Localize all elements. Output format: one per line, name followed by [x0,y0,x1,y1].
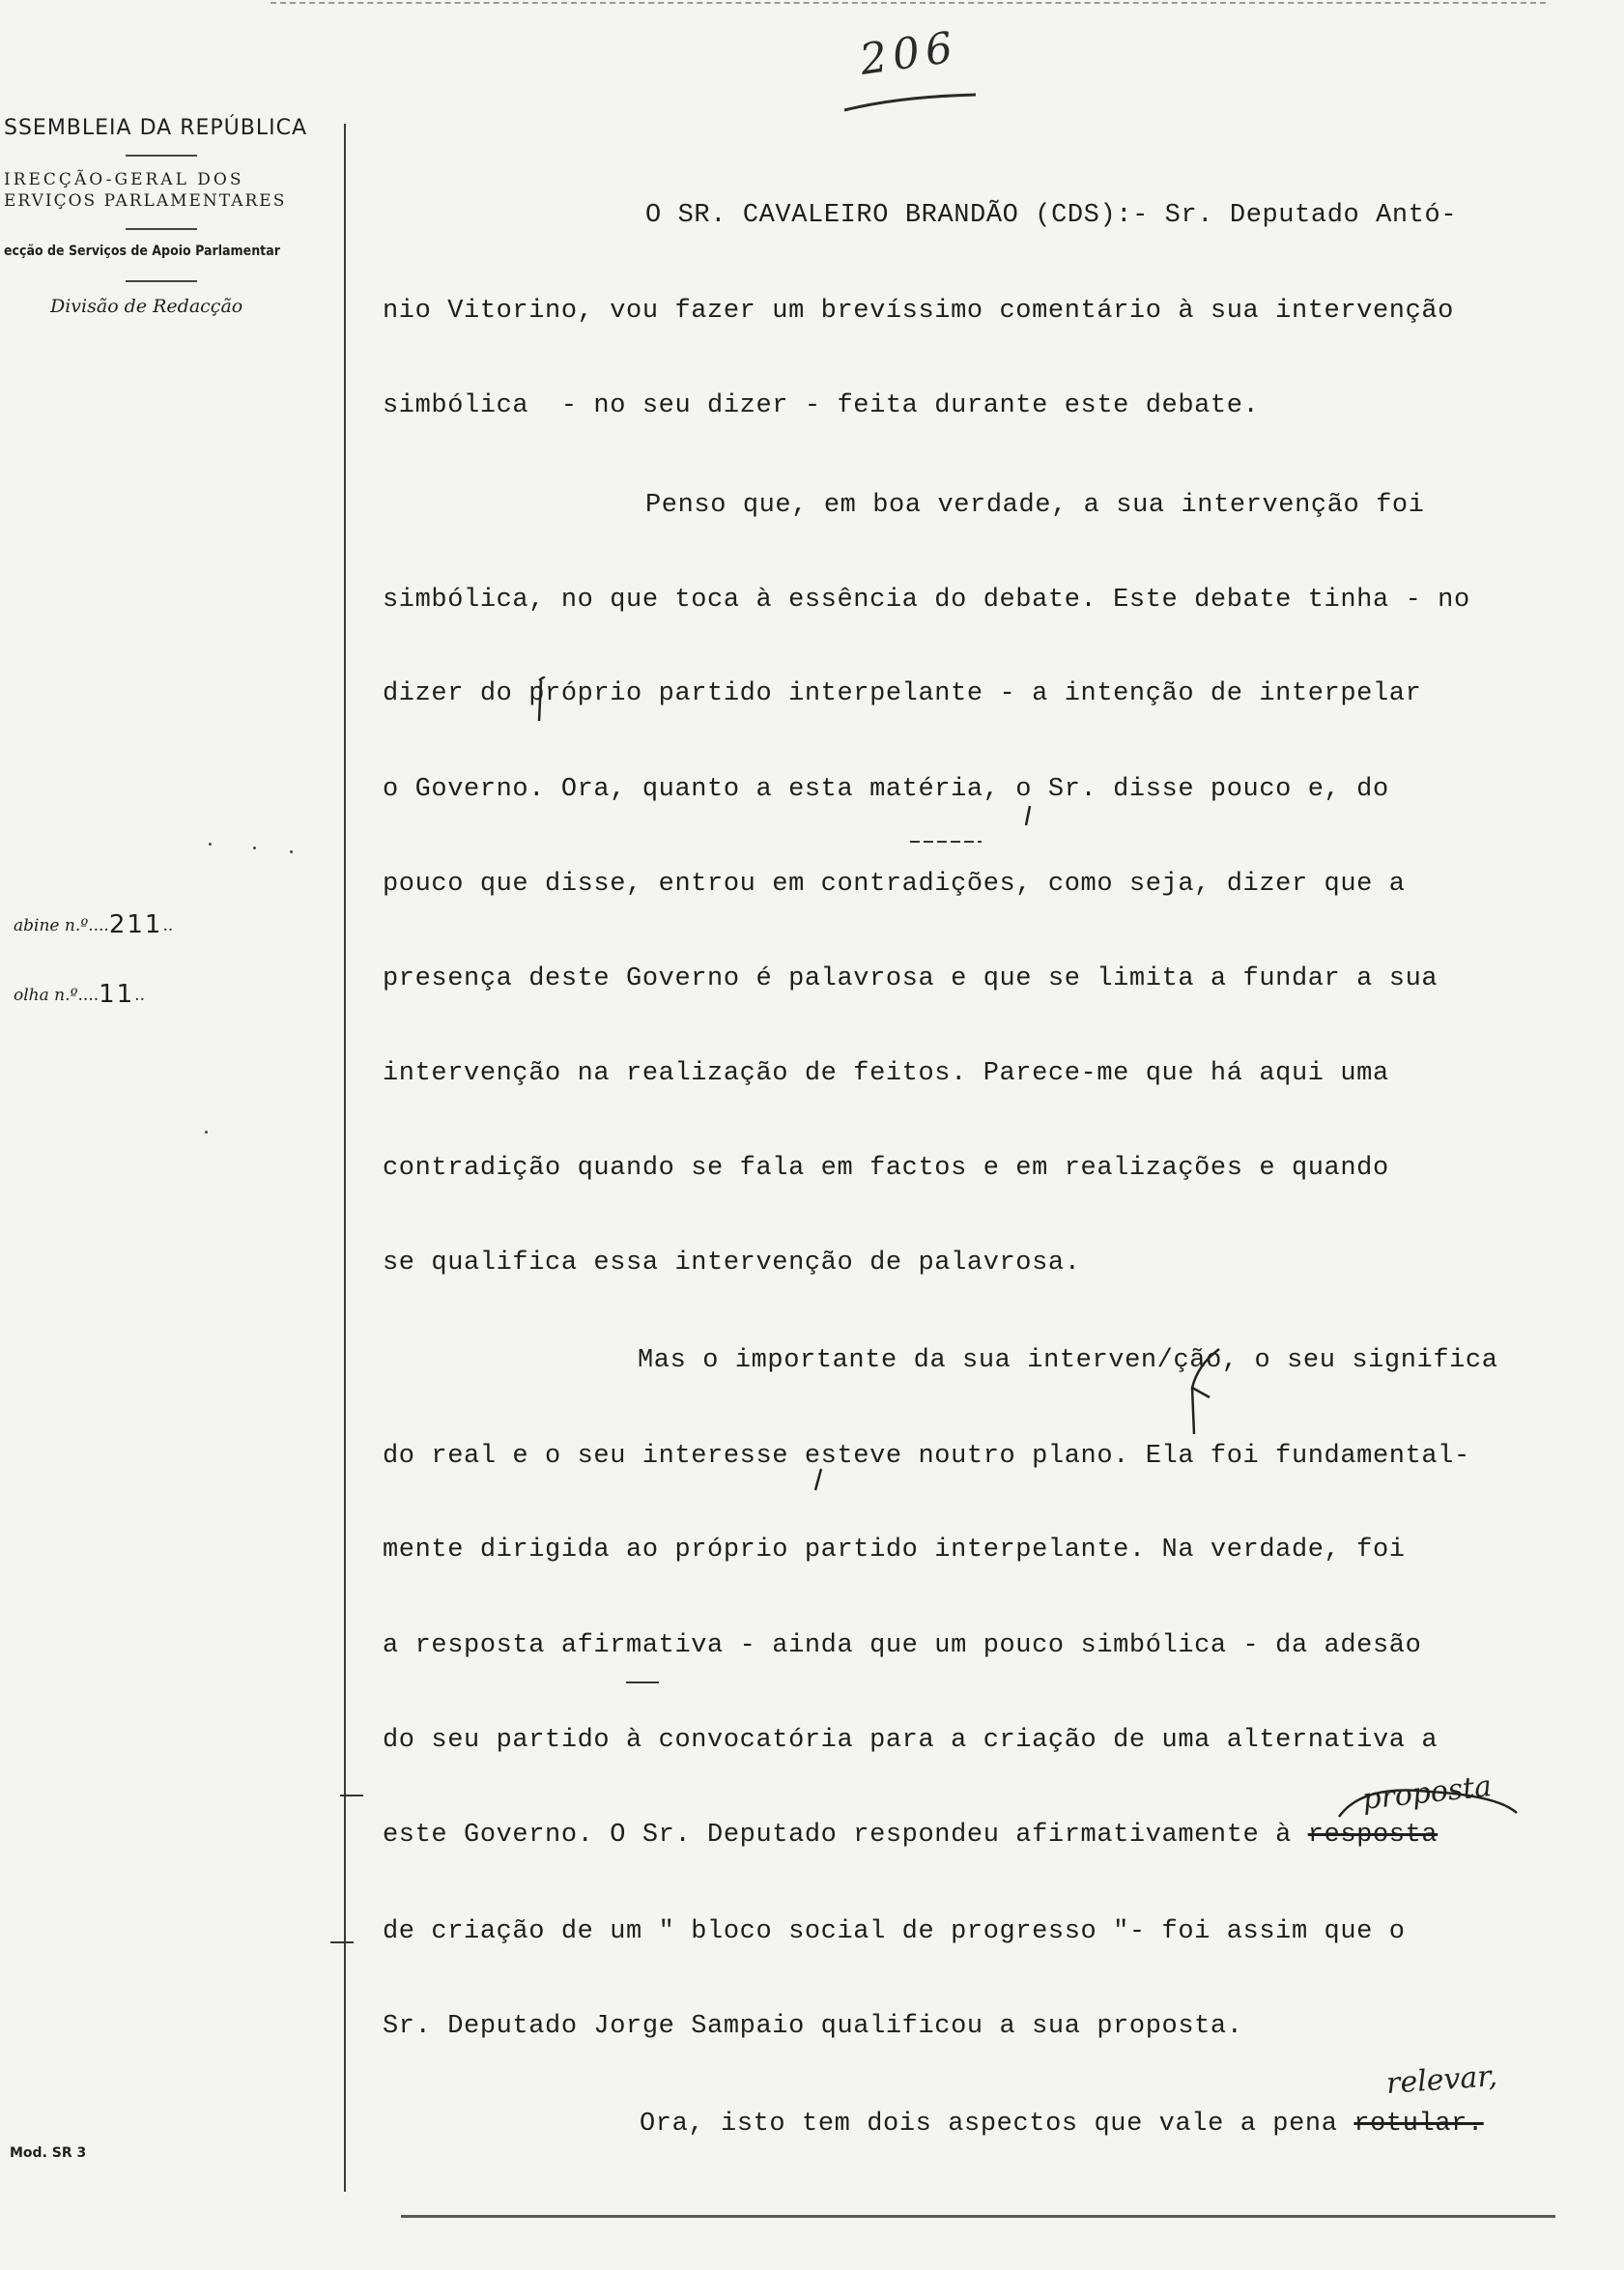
handwritten-page-number: 206 [840,29,1034,126]
scan-speck [209,843,212,846]
text-line-2: nio Vitorino, vou fazer um brevíssimo comentário à sua intervenção [383,297,1454,326]
directorate-line-2: ERVIÇOS PARLAMENTARES [4,191,287,211]
directorate-line-1: IRECÇÃO-GERAL DOS [4,170,244,189]
section-name: ecção de Serviços de Apoio Parlamentar [4,244,280,259]
text-line-13: Mas o importante da sua interven/ção, o seu significa [638,1346,1498,1375]
proof-mark-slash [810,1467,829,1494]
text-line-11: contradição quando se fala em factos e em realizações e quando [383,1154,1389,1183]
margin-tick [328,1933,357,1952]
insertion-arc [1333,1778,1526,1826]
handwritten-insertion-relevar: relevar, [1384,2059,1498,2101]
text-line-8: pouco que disse, entrou em contradições, como seja, dizer que a [383,870,1406,899]
scan-speck [290,850,293,853]
struck-word-resposta: resposta [1307,1821,1439,1850]
text-line-16: a resposta afirmativa - ainda que um pouco simbólica - da adesão [383,1631,1422,1660]
text-line-20: Sr. Deputado Jorge Sampaio qualificou a sua proposta. [383,2012,1243,2041]
text-line-17: do seu partido à convocatória para a criação de uma alternativa a [383,1726,1439,1755]
proof-mark-split [1181,1345,1239,1438]
header-divider [126,228,197,230]
cabine-field: abine n.º....211.. [14,910,174,939]
handwritten-insertion-proposta: proposta [1360,1769,1494,1817]
text-line-15: mente dirigida ao próprio partido interpelante. Na verdade, foi [383,1536,1406,1565]
top-edge-rule [271,2,1546,4]
proof-mark-caret [522,676,560,725]
proof-mark-dash [624,1678,663,1687]
proof-mark-slash [1020,802,1040,831]
text-line-3: simbólica - no seu dizer - feita durante este debate. [383,391,1260,420]
text-line-14: do real e o seu interesse esteve noutro plano. Ela foi fundamental- [383,1442,1470,1471]
text-line-18: este Governo. O Sr. Deputado respondeu afirmativamente à resposta [383,1821,1439,1850]
scan-speck [253,847,256,849]
scan-speck [205,1131,208,1134]
text-line-6: dizer do próprio partido interpelante - a intenção de interpelar [383,679,1422,708]
form-code: Mod. SR 3 [10,2145,87,2161]
page-number-underline [840,89,985,118]
folha-field: olha n.º....11.. [14,980,146,1009]
text-line-19: de criação de um " bloco social de progresso "- foi assim que o [383,1917,1406,1946]
text-line-4: Penso que, em boa verdade, a sua intervenção foi [645,491,1425,520]
text-line-12: se qualifica essa intervenção de palavrosa. [383,1249,1081,1278]
margin-tick [338,1786,367,1805]
proof-mark-dash [908,837,985,847]
letterhead-sidebar [0,0,348,2270]
bottom-rule [401,2215,1555,2218]
header-divider [126,155,197,157]
division-name: Divisão de Redacção [50,296,243,317]
cabine-value: 211 [108,910,163,939]
text-line-7: o Governo. Ora, quanto a esta matéria, o Sr. disse pouco e, do [383,775,1389,804]
text-line-10: intervenção na realização de feitos. Parece-me que há aqui uma [383,1059,1389,1088]
header-divider [126,280,197,282]
assembly-name: SSEMBLEIA DA REPÚBLICA [4,116,307,140]
text-line-21: Ora, isto tem dois aspectos que vale a pena rotular. [640,2110,1484,2139]
text-line-1: O SR. CAVALEIRO BRANDÃO (CDS):- Sr. Deputado Antó- [645,201,1458,230]
text-line-9: presença deste Governo é palavrosa e que se limita a fundar a sua [383,964,1439,993]
text-line-5: simbólica, no que toca à essência do debate. Este debate tinha - no [383,586,1470,615]
struck-word-rotular: rotular. [1353,2110,1484,2139]
folha-value: 11 [99,980,135,1009]
margin-rule [344,124,346,2192]
